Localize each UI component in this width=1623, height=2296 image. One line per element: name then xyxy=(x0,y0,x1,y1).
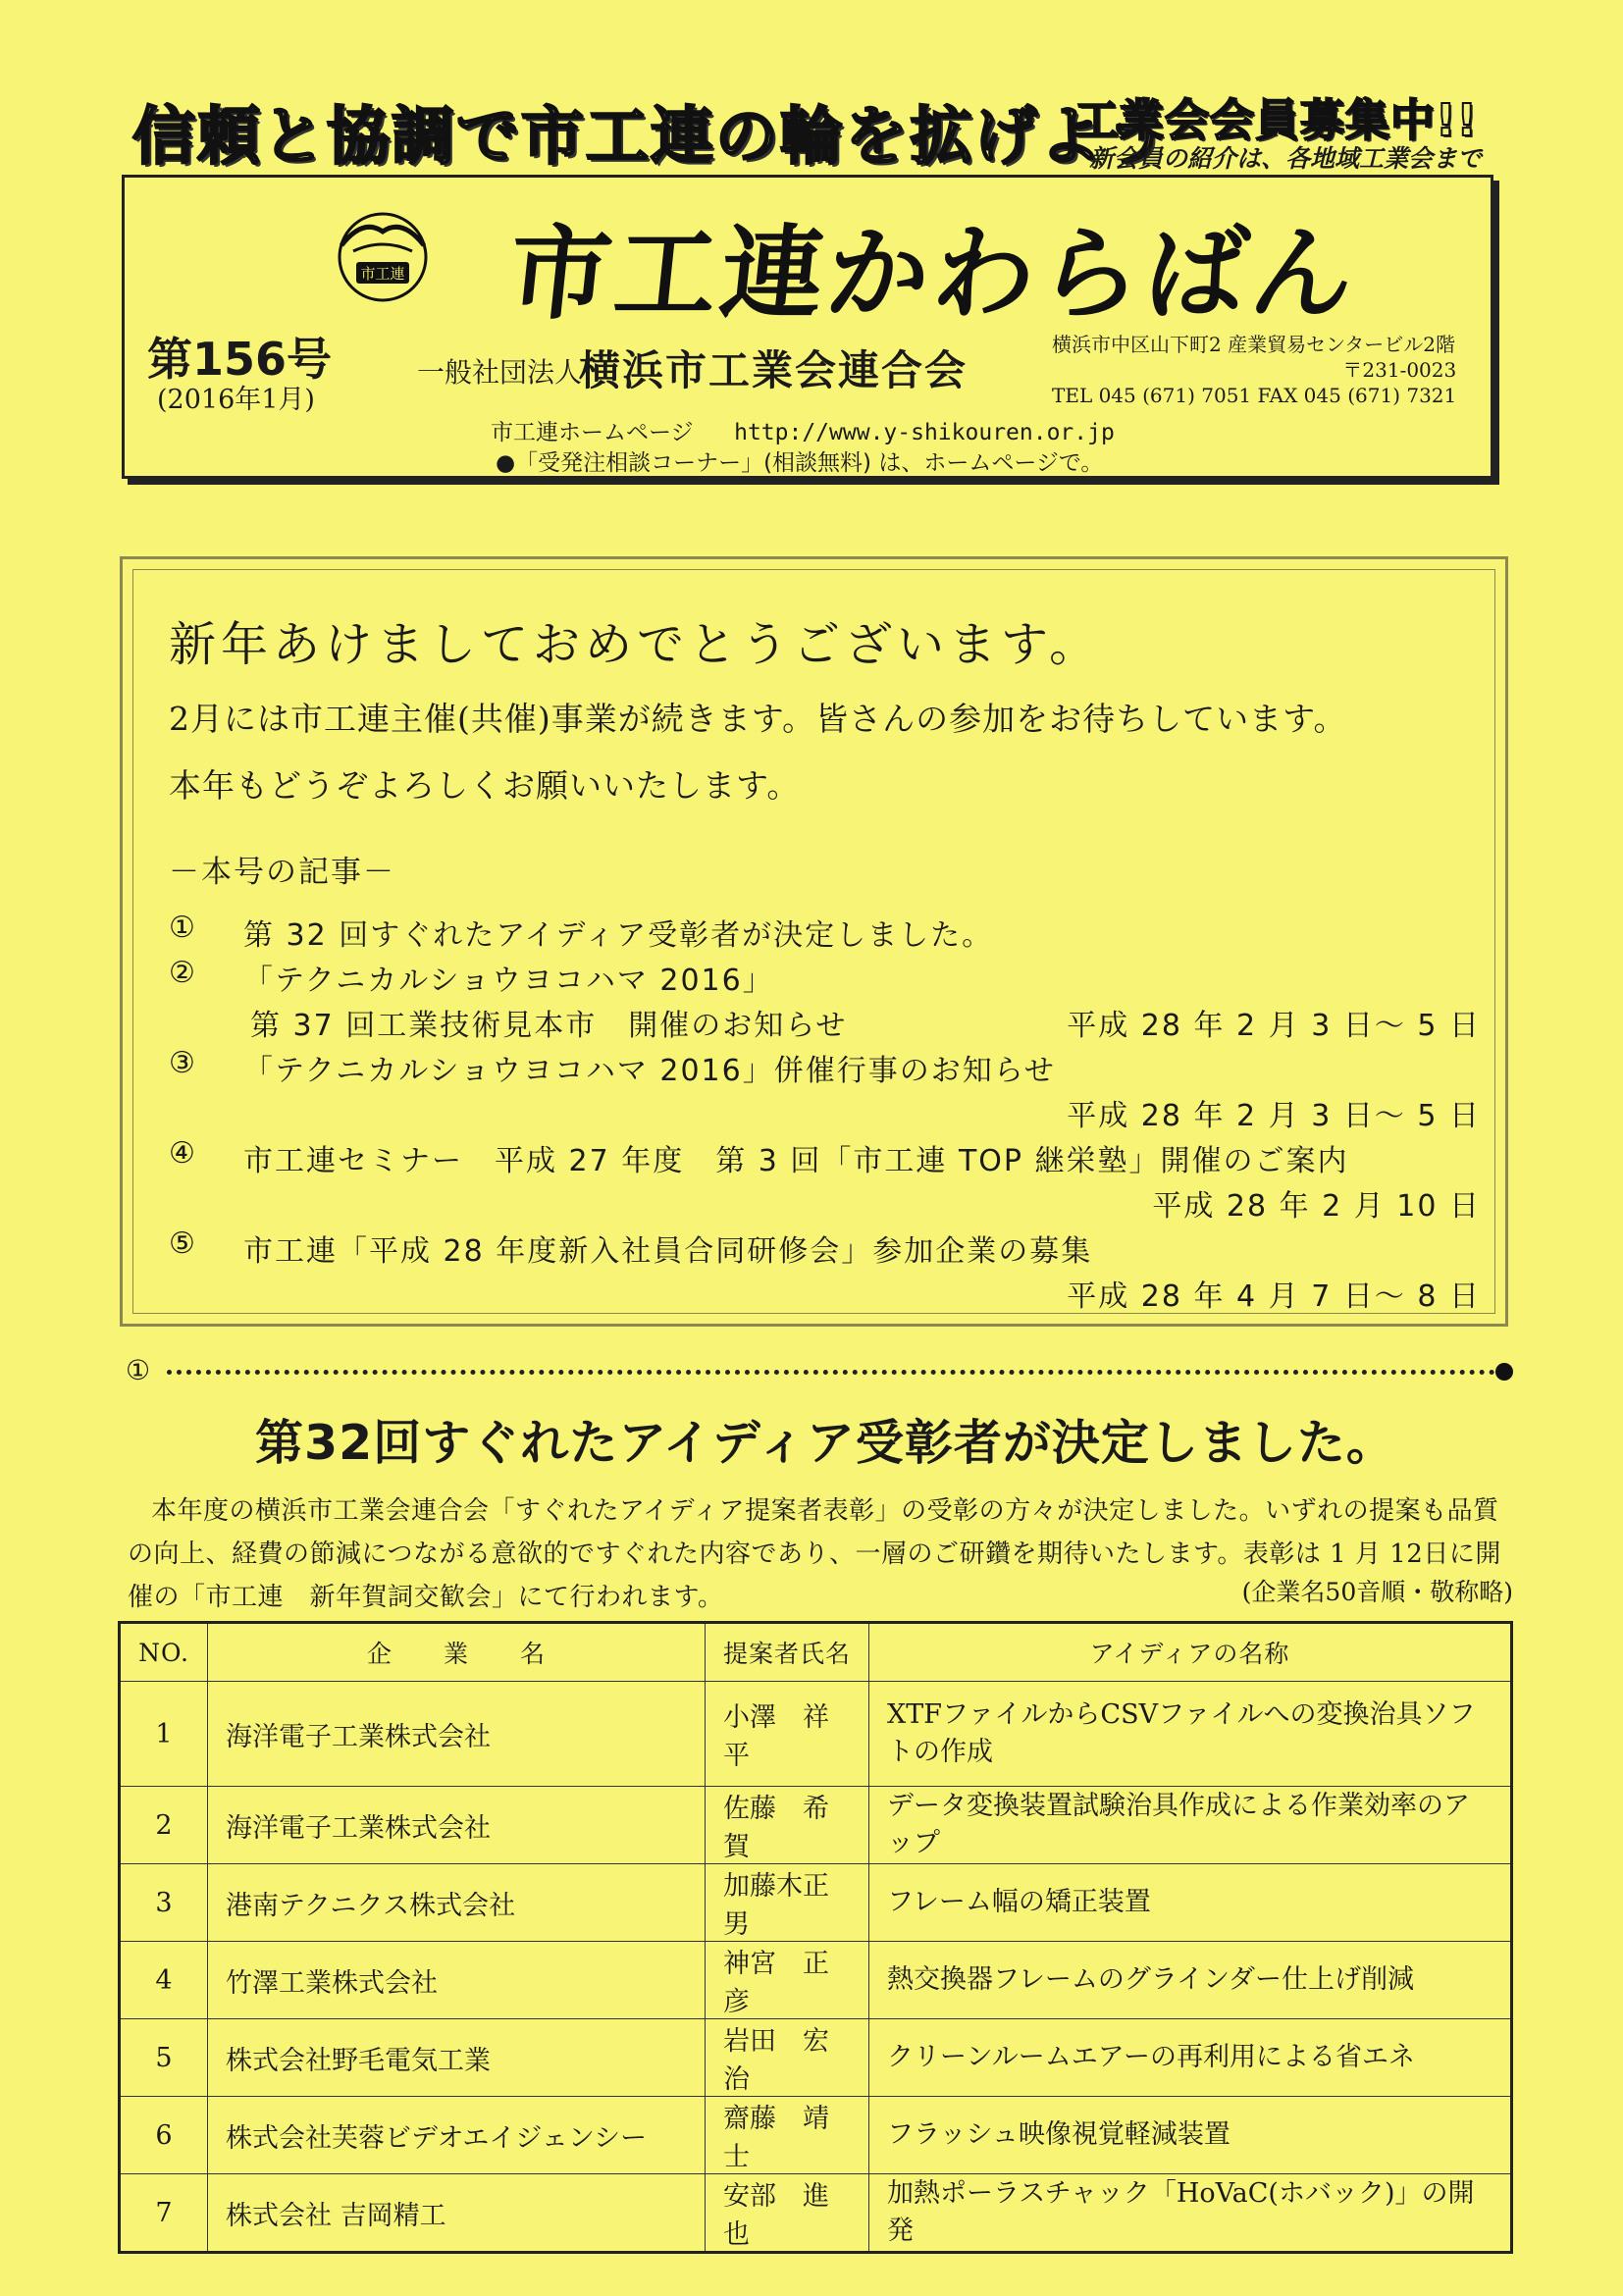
issue-date: (2016年1月) xyxy=(157,385,315,415)
toc-item-3-number: ③ xyxy=(169,1046,195,1080)
row-no: 4 xyxy=(120,1942,208,2019)
row-no: 6 xyxy=(120,2097,208,2174)
table-header-row xyxy=(120,1623,1512,1682)
order-note: (企業名50音順・敬称略) xyxy=(1241,1578,1513,1606)
toc-item-5-number: ⑤ xyxy=(169,1226,195,1261)
association-logo-icon xyxy=(324,208,442,306)
toc-item-5-text[interactable]: 市工連「平成 28 年度新入社員合同研修会」参加企業の募集 xyxy=(243,1234,1093,1269)
address: 横浜市中区山下町2 産業貿易センタービル2階 xyxy=(1052,333,1456,356)
member-recruit-heading: 工業会会員募集中!! xyxy=(1074,94,1479,146)
toc-item-2-date: 平成 28 年 2 月 3 日～ 5 日 xyxy=(1067,1009,1481,1043)
row-company: 株式会社 吉岡精工 xyxy=(208,2174,706,2253)
toc-item-5-date: 平成 28 年 4 月 7 日～ 8 日 xyxy=(1067,1279,1481,1314)
org-prefix: 一般社団法人 xyxy=(417,356,583,389)
header-company: 企 業 名 xyxy=(208,1623,706,1682)
row-proposer: 神宮 正彦 xyxy=(706,1942,869,2019)
row-company: 港南テクニクス株式会社 xyxy=(208,1864,706,1942)
row-proposer: 佐藤 希賀 xyxy=(706,1787,869,1864)
section-intro: 本年度の横浜市工業会連合会「すぐれたアイディア提案者表彰」の受彰の方々が決定しました。いずれの提案も品質の向上、経費の節減につながる意欲的ですぐれた内容であり、一層のご研鑽を期待いたします。表彰は 1 月 12日に開催の「市工連 新年賀詞交歓会」にて行われます。 xyxy=(128,1496,1501,1612)
row-idea: データ変換装置試験治具作成による作業効率のアップ xyxy=(869,1787,1512,1864)
row-proposer: 加藤木正男 xyxy=(706,1864,869,1942)
row-company: 株式会社野毛電気工業 xyxy=(208,2019,706,2097)
section-number: ① xyxy=(126,1354,151,1386)
table-row xyxy=(120,1864,1512,1942)
greeting-heading: 新年あけましておめでとうございます。 xyxy=(169,617,1102,672)
header-idea: アイディアの名称 xyxy=(869,1623,1512,1682)
homepage-line xyxy=(491,414,1115,446)
toc-item-2-number: ② xyxy=(169,956,195,990)
table-row xyxy=(120,1787,1512,1864)
consult-note: ●「受発注相談コーナー」(相談無料) は、ホームページで。 xyxy=(496,450,1104,476)
toc-item-3-date: 平成 28 年 2 月 3 日～ 5 日 xyxy=(1067,1099,1481,1133)
row-idea: 熱交換器フレームのグラインダー仕上げ削減 xyxy=(869,1942,1512,2019)
row-no: 1 xyxy=(120,1682,208,1787)
toc-heading: －本号の記事－ xyxy=(169,855,395,890)
address-block xyxy=(1052,332,1456,408)
newsletter-title: 市工連かわらばん xyxy=(502,213,1364,334)
issue-number: 第156号 xyxy=(147,333,333,386)
row-company: 海洋電子工業株式会社 xyxy=(208,1682,706,1787)
row-proposer: 齋藤 靖士 xyxy=(706,2097,869,2174)
row-proposer: 小澤 祥平 xyxy=(706,1682,869,1787)
row-no: 3 xyxy=(120,1864,208,1942)
tel-fax: TEL 045 (671) 7051 FAX 045 (671) 7321 xyxy=(1052,384,1457,407)
row-idea: 加熱ポーラスチャック「HoVaC(ホバック)」の開発 xyxy=(869,2174,1512,2253)
toc-item-3-text[interactable]: 「テクニカルショウヨコハマ 2016」併催行事のお知らせ xyxy=(243,1054,1056,1088)
section-divider xyxy=(167,1370,1495,1375)
logo-text: 市工連 xyxy=(360,265,405,283)
greeting-line-2: 本年もどうぞよろしくお願いいたします。 xyxy=(169,766,801,805)
row-no: 7 xyxy=(120,2174,208,2253)
row-proposer: 安部 進也 xyxy=(706,2174,869,2253)
section-title: 第32回すぐれたアイディア受彰者が決定しました。 xyxy=(255,1415,1395,1471)
row-company: 海洋電子工業株式会社 xyxy=(208,1787,706,1864)
table-row xyxy=(120,1682,1512,1787)
row-company: 株式会社芙蓉ビデオエイジェンシー xyxy=(208,2097,706,2174)
row-idea: XTFファイルからCSVファイルへの変換治具ソフトの作成 xyxy=(869,1682,1512,1787)
header-proposer: 提案者氏名 xyxy=(706,1623,869,1682)
row-idea: クリーンルームエアーの再利用による省エネ xyxy=(869,2019,1512,2097)
homepage-url-link[interactable]: http://www.y-shikouren.or.jp xyxy=(734,420,1115,445)
zip-code: 〒231-0023 xyxy=(1342,358,1457,382)
section-divider-end-dot xyxy=(1495,1363,1513,1381)
homepage-label: 市工連ホームページ xyxy=(491,420,694,445)
toc-item-2-text[interactable]: 「テクニカルショウヨコハマ 2016」 xyxy=(243,964,774,998)
toc-item-2-text-2[interactable]: 第 37 回工業技術見本市 開催のお知らせ xyxy=(250,1009,848,1043)
row-proposer: 岩田 宏治 xyxy=(706,2019,869,2097)
row-no: 5 xyxy=(120,2019,208,2097)
table-row xyxy=(120,1942,1512,2019)
greeting-line-1: 2月には市工連主催(共催)事業が続きます。皆さんの参加をお待ちしています。 xyxy=(169,700,1347,738)
toc-item-4-text[interactable]: 市工連セミナー 平成 27 年度 第 3 回「市工連 TOP 継栄塾」開催のご案内 xyxy=(243,1144,1349,1178)
member-recruit-subtext: 新会員の紹介は、各地域工業会まで xyxy=(1089,144,1483,173)
toc-item-4-number: ④ xyxy=(169,1136,195,1171)
toc-item-4-date: 平成 28 年 2 月 10 日 xyxy=(1152,1189,1481,1224)
header-no: NO. xyxy=(120,1623,208,1682)
row-idea: フレーム幅の矯正装置 xyxy=(869,1864,1512,1942)
toc-item-1-number: ① xyxy=(169,911,195,945)
row-company: 竹澤工業株式会社 xyxy=(208,1942,706,2019)
toc-item-1-text[interactable]: 第 32 回すぐれたアイディア受彰者が決定しました。 xyxy=(243,918,994,953)
table-row xyxy=(120,2097,1512,2174)
row-idea: フラッシュ映像視覚軽減装置 xyxy=(869,2097,1512,2174)
org-name: 横浜市工業会連合会 xyxy=(579,346,969,394)
awards-table xyxy=(118,1621,1513,2254)
row-no: 2 xyxy=(120,1787,208,1864)
table-row xyxy=(120,2019,1512,2097)
table-row xyxy=(120,2174,1512,2253)
slogan: 信頼と協調で市工連の輪を拡げよう xyxy=(132,100,1169,174)
